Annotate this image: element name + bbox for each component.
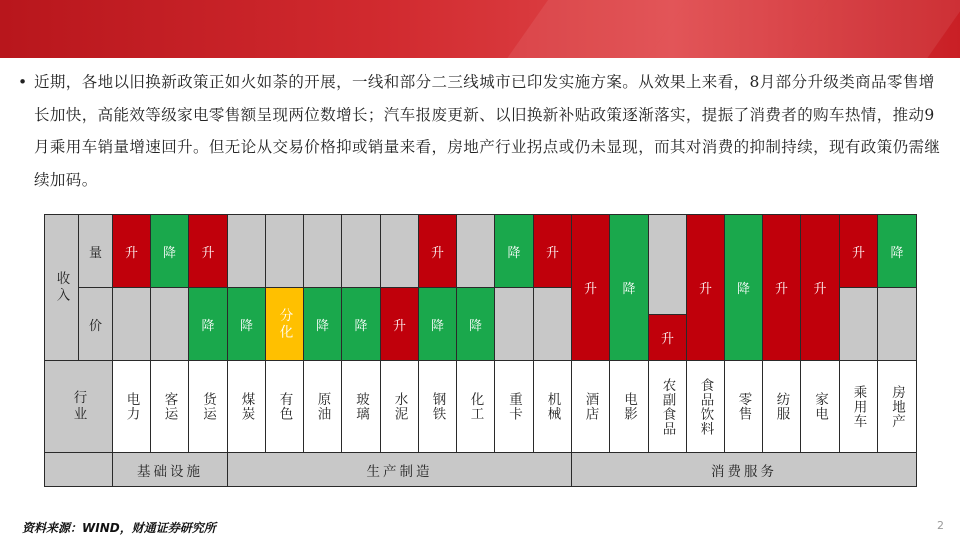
industry-name-label: 零售 (735, 392, 752, 421)
volume-price-cell (724, 214, 763, 361)
page-number: 2 (937, 519, 944, 532)
price-cell-label: 降 (239, 318, 253, 334)
volume-cell (150, 214, 189, 288)
price-cell (265, 287, 304, 361)
volume-price-cell (609, 214, 649, 361)
industry-name-label: 乘用车 (850, 384, 867, 429)
volume-price-cell (762, 214, 801, 361)
income-header-label: 收入 (53, 271, 70, 304)
source-note: 资料来源：WIND，财通证券研究所 (22, 521, 216, 535)
price-cell-label: 分化 (276, 307, 293, 341)
volume-cell (839, 214, 878, 288)
volume-price-cell-label: 降 (736, 282, 750, 297)
industry-name (877, 360, 917, 453)
price-cell-label: 降 (430, 318, 444, 334)
price-cell (303, 287, 342, 361)
industry-name-label: 机械 (544, 392, 561, 421)
industry-name-label: 家电 (812, 392, 828, 421)
volume-cell-label: 升 (201, 245, 215, 261)
volume-cell-label: 升 (851, 245, 865, 261)
industry-name (686, 360, 725, 453)
volume-cell (303, 214, 342, 288)
industry-name (188, 360, 228, 453)
category-cell-label: 生产制造 (366, 463, 433, 480)
price-cell-label: 降 (468, 318, 482, 334)
industry-name (303, 360, 342, 453)
volume-cell (456, 214, 495, 288)
price-cell-label: 升 (660, 332, 674, 347)
volume-price-cell (800, 214, 840, 361)
volume-cell (265, 214, 304, 288)
volume-header-label: 量 (88, 245, 102, 261)
price-cell (877, 287, 917, 361)
price-header (78, 287, 113, 361)
volume-cell (188, 214, 228, 288)
industry-name-label: 纺服 (773, 392, 790, 421)
volume-price-cell-label: 升 (698, 282, 712, 297)
volume-price-cell-label: 升 (774, 282, 788, 297)
industry-name (341, 360, 381, 453)
price-cell-label: 降 (315, 318, 329, 334)
price-cell (839, 287, 878, 361)
industry-name-label: 农副食品 (659, 377, 676, 436)
volume-cell (877, 214, 917, 288)
industry-name-label: 化工 (467, 392, 484, 421)
volume-cell (418, 214, 457, 288)
industry-name (724, 360, 763, 453)
volume-price-cell-label: 降 (622, 282, 636, 297)
volume-price-cell (686, 214, 725, 361)
price-cell (188, 287, 228, 361)
volume-cell (341, 214, 381, 288)
volume-cell-label: 升 (430, 245, 444, 261)
price-cell (456, 287, 495, 361)
price-cell (380, 287, 419, 361)
price-cell (418, 287, 457, 361)
industry-name (150, 360, 189, 453)
industry-name-label: 水泥 (391, 392, 408, 421)
price-cell (150, 287, 189, 361)
volume-cell (380, 214, 419, 288)
income-header (44, 214, 79, 361)
industry-name (800, 360, 840, 453)
industry-name-label: 玻璃 (353, 392, 369, 421)
bullet-icon: • (18, 73, 28, 91)
industry-name (227, 360, 266, 453)
industry-name (456, 360, 495, 453)
industry-name (839, 360, 878, 453)
volume-cell (112, 214, 151, 288)
header-banner (0, 0, 960, 58)
summary-text: 近期，各地以旧换新政策正如火如荼的开展，一线和部分二三线城市已印发实施方案。从效果上来看，8月部分升级类商品零售增长加快，高能效等级家电零售额呈现两位数增长；汽车报废更新、以旧换新补贴政策逐渐落实，提振了消费者的购车热情，推动9月乘用车销量增速回升。但无论从交易价格抑或销量来看，房地产行业拐点或仍未显现，而其对消费的抑制持续，现有政策仍需继续加码。 (34, 73, 941, 189)
volume-cell-label: 降 (162, 245, 176, 261)
price-cell (648, 314, 687, 361)
volume-cell (533, 214, 572, 288)
category-cell (227, 452, 572, 487)
industry-name-label: 食品饮料 (697, 377, 714, 436)
industry-name-label: 煤炭 (238, 392, 255, 421)
volume-cell (227, 214, 266, 288)
price-cell-label: 降 (201, 318, 215, 334)
price-cell (494, 287, 534, 361)
industry-name-label: 货运 (200, 392, 216, 421)
volume-price-cell (571, 214, 610, 361)
industry-supply-demand-table (44, 214, 916, 486)
industry-name (494, 360, 534, 453)
volume-cell-label: 升 (124, 245, 138, 261)
industry-name (380, 360, 419, 453)
category-cell (112, 452, 228, 487)
volume-cell-label: 升 (545, 245, 559, 261)
summary-paragraph (18, 66, 943, 196)
volume-cell (648, 214, 687, 315)
industry-name-label: 钢铁 (429, 392, 446, 421)
industry-name-label: 房地产 (889, 384, 905, 429)
industry-name-label: 电力 (123, 392, 140, 421)
industry-name (533, 360, 572, 453)
industry-name (418, 360, 457, 453)
price-cell (341, 287, 381, 361)
industry-name-label: 重卡 (506, 392, 522, 421)
price-cell (533, 287, 572, 361)
industry-name (609, 360, 649, 453)
price-cell-label: 降 (354, 318, 368, 334)
volume-cell-label: 降 (890, 245, 904, 261)
industry-name (265, 360, 304, 453)
volume-cell (494, 214, 534, 288)
industry-name-label: 酒店 (582, 392, 599, 421)
volume-header (78, 214, 113, 288)
category-cell-label: 消费服务 (711, 463, 777, 480)
category-spacer (44, 452, 113, 487)
industry-header (44, 360, 113, 453)
industry-name-label: 客运 (161, 392, 178, 421)
industry-name (762, 360, 801, 453)
volume-price-cell-label: 升 (813, 282, 827, 297)
industry-name-label: 有色 (276, 392, 293, 421)
industry-name (571, 360, 610, 453)
volume-cell-label: 降 (507, 245, 521, 261)
category-cell (571, 452, 917, 487)
price-cell (227, 287, 266, 361)
price-cell (112, 287, 151, 361)
price-cell-label: 升 (392, 318, 406, 334)
industry-name-label: 原油 (314, 392, 331, 421)
price-header-label: 价 (88, 318, 102, 334)
industry-name (112, 360, 151, 453)
category-cell-label: 基础设施 (137, 463, 203, 480)
industry-name (648, 360, 687, 453)
volume-price-cell-label: 升 (583, 282, 597, 297)
industry-name-label: 电影 (621, 392, 637, 421)
industry-header-label: 行业 (70, 390, 87, 423)
